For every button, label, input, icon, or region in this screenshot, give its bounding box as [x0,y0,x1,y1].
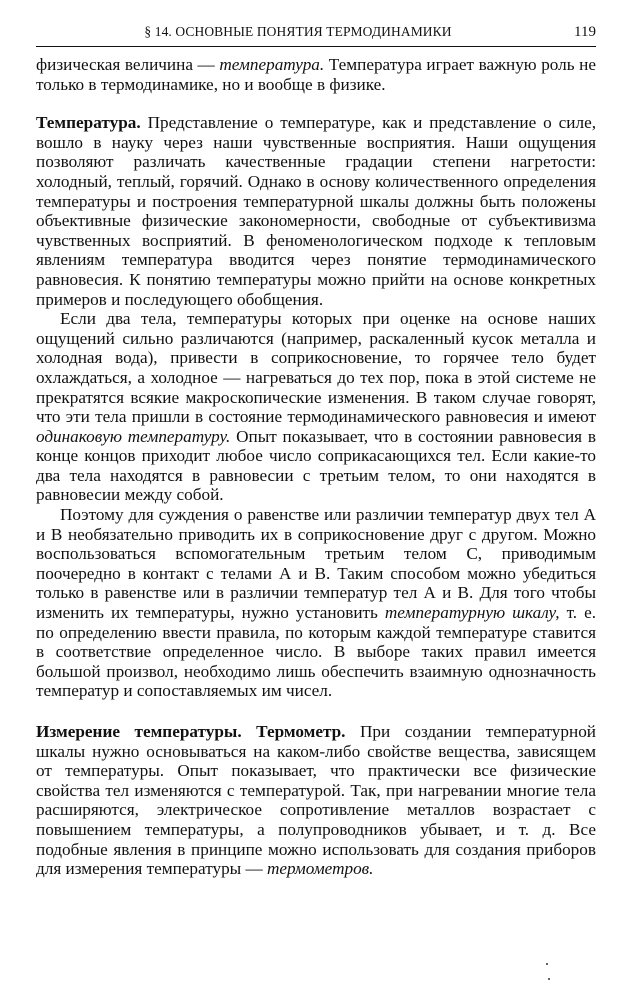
text-run: Представление о температуре, как и представление о силе, вошло в науку через наши чувственные восприятия. Наши ощущения позволяют различать качественные градации степени нагретости: холодный, теплый, горячий. Однако в основу количественного определения температуры и построения температурной шкалы должны быть положены объективные физические закономерности, свободные от субъективизма чувственных восприятий. В феноменологическом подходе к тепловым явлениям температура вводится через понятие термодинамического равновесия. К понятию температуры можно прийти на основе конкретных примеров и последующего обобщения. [36,113,596,309]
paragraph-thermometer [36,722,596,879]
running-header [36,24,596,46]
text-run: т. е. по определению ввести правила, по которым каждой температуре ставится в соответствие определенное число. В выборе таких правил имеется большой произвол, необходимо лишь обеспечить взаимную однозначность температур и сопоставляемых им чисел. [36,603,596,701]
section-title: § 14. ОСНОВНЫЕ ПОНЯТИЯ ТЕРМОДИНАМИКИ [144,24,452,39]
text-run: Опыт показывает, что в состоянии равновесия в конце концов приходит любое число соприкасающихся тел. Если какие-то два тела находятся в равновесии с третьим телом, то они находятся в равновесии между собой. [36,426,596,505]
text-run: Поэтому для суждения о равенстве или различии температур двух тел А и В необязательно приводить их в соприкосновение друг с другом. Можно воспользоваться вспомогательным третьим телом С, приводимым поочередно в контакт с телами А и В. Таким способом можно убедиться только в равенстве или в различии температур тел А и В. Для того чтобы изменить их температуры, нужно установить [36,505,596,623]
emphasized-term: температурную шкалу, [384,603,560,623]
text-run: Если два тела, температуры которых при оценке на основе наших ощущений сильно различаются (например, раскаленный кусок металла и холодная вода), привести в соприкосновение, то горячее тело будет охлаждаться, а холодное — нагреваться до тех пор, пока в этой системе не прекратятся всякие макроскопические изменения. В таком случае говорят, что эти тела пришли в состояние термодинамического равновесия и имеют [36,309,596,427]
paragraph-heading: Измерение температуры. Термометр. [36,722,346,741]
paragraph-temperature [36,113,596,309]
text-run: Температура играет важную роль не только в термодинамике, но и вообще в физике. [36,55,596,94]
paragraph [36,505,596,701]
paragraph [36,309,596,505]
paragraph [36,55,596,94]
paragraph-heading: Температура. [36,113,141,133]
scan-speck [546,963,548,965]
scan-speck [548,978,550,980]
emphasized-term: термометров. [267,859,374,879]
header-rule [36,46,596,47]
text-run: физическая величина — [36,55,220,74]
text-run: При создании температурной шкалы нужно основываться на каком-либо свойстве вещества, зависящем от температуры. Опыт показывает, что практически все физические свойства тел изменяются с температурой. Так, при нагревании многие тела расширяются, электрическое сопротивление металлов возрастает с повышением температуры, а полупроводников убывает, и т. д. Все подобные явления в принципе можно использовать для создания приборов для измерения температуры — [36,722,596,879]
page-number: 119 [574,24,596,40]
body-text [36,55,596,879]
emphasized-term: температура. [219,55,325,74]
emphasized-term: одинаковую температуру. [36,426,231,446]
